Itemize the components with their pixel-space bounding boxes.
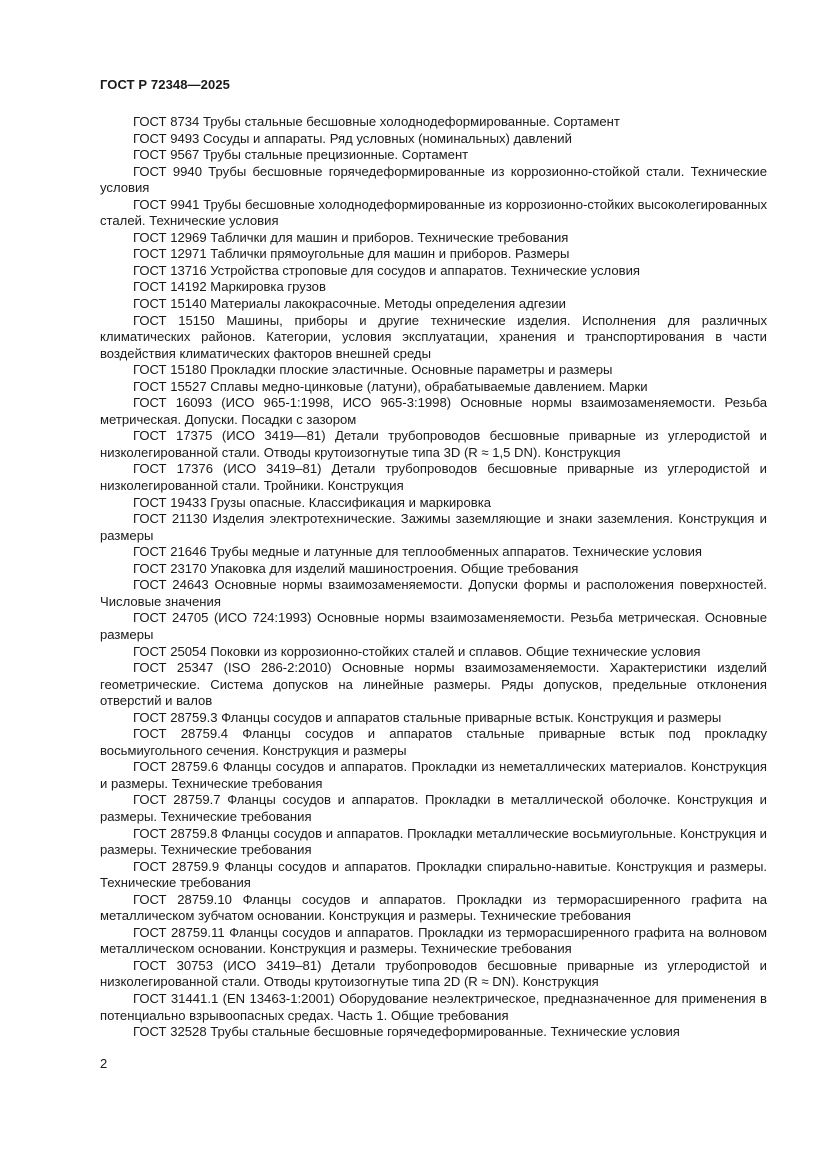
reference-entry: ГОСТ 17375 (ИСО 3419—81) Детали трубопроводов бесшовные приварные из углеродистой и низколегированной стали. Отводы крутоизогнутые типа 3D (R ≈ 1,5 DN). Конструкция xyxy=(100,428,767,460)
reference-entry: ГОСТ 31441.1 (EN 13463-1:2001) Оборудование неэлектрическое, предназначенное для применения в потенциально взрывоопасных средах. Часть 1. Общие требования xyxy=(100,990,767,1023)
normative-references-list xyxy=(100,114,767,1041)
reference-entry: ГОСТ 28759.7 Фланцы сосудов и аппаратов. Прокладки в металлической оболочке. Конструкция и размеры. Технические требования xyxy=(100,792,767,824)
reference-entry: ГОСТ 15527 Сплавы медно-цинковые (латуни), обрабатываемые давлением. Марки xyxy=(133,378,648,394)
reference-entry: ГОСТ 15140 Материалы лакокрасочные. Методы определения адгезии xyxy=(133,296,566,312)
reference-entry: ГОСТ 28759.10 Фланцы сосудов и аппаратов. Прокладки из терморасширенного графита на металлическом зубчатом основании. Конструкция и размеры. Технические требования xyxy=(100,891,767,924)
reference-entry: ГОСТ 28759.3 Фланцы сосудов и аппаратов стальные приварные встык. Конструкция и размеры xyxy=(133,709,722,725)
reference-entry: ГОСТ 24705 (ИСО 724:1993) Основные нормы взаимозаменяемости. Резьба метрическая. Основные размеры xyxy=(100,610,767,642)
reference-entry: ГОСТ 28759.4 Фланцы сосудов и аппаратов стальные приварные встык под прокладку восьмиугольного сечения. Конструкция и размеры xyxy=(100,726,767,758)
reference-entry: ГОСТ 24643 Основные нормы взаимозаменяемости. Допуски формы и расположения поверхностей. Числовые значения xyxy=(100,577,767,609)
page-number: 2 xyxy=(100,1056,108,1071)
reference-entry: ГОСТ 12971 Таблички прямоугольные для машин и приборов. Размеры xyxy=(133,246,570,262)
reference-entry: ГОСТ 23170 Упаковка для изделий машиностроения. Общие требования xyxy=(133,560,579,576)
document-header-title: ГОСТ Р 72348—2025 xyxy=(100,77,230,92)
reference-entry: ГОСТ 28759.8 Фланцы сосудов и аппаратов. Прокладки металлические восьмиугольные. Конструкция и размеры. Технические требования xyxy=(100,825,767,858)
reference-entry: ГОСТ 13716 Устройства строповые для сосудов и аппаратов. Технические условия xyxy=(133,262,640,278)
reference-entry: ГОСТ 15150 Машины, приборы и другие технические изделия. Исполнения для различных климатических районов. Категории, условия эксплуатации, хранения и транспортирования в части воздействия климатических факторов внешней среды xyxy=(100,312,767,361)
reference-entry: ГОСТ 21646 Трубы медные и латунные для теплообменных аппаратов. Технические условия xyxy=(133,544,703,560)
reference-entry: ГОСТ 28759.11 Фланцы сосудов и аппаратов. Прокладки из терморасширенного графита на волновом металлическом основании. Конструкция и размеры. Технические требования xyxy=(100,924,767,957)
reference-entry: ГОСТ 28759.9 Фланцы сосудов и аппаратов. Прокладки спирально-навитые. Конструкция и размеры. Технические требования xyxy=(100,858,767,891)
reference-entry: ГОСТ 15180 Прокладки плоские эластичные. Основные параметры и размеры xyxy=(133,362,613,378)
reference-entry: ГОСТ 12969 Таблички для машин и приборов. Технические требования xyxy=(133,229,569,245)
reference-entry: ГОСТ 9567 Трубы стальные прецизионные. Сортамент xyxy=(133,147,469,163)
reference-entry: ГОСТ 17376 (ИСО 3419–81) Детали трубопроводов бесшовные приварные из углеродистой и низколегированной стали. Тройники. Конструкция xyxy=(100,461,767,494)
reference-entry: ГОСТ 32528 Трубы стальные бесшовные горячедеформированные. Технические условия xyxy=(133,1024,680,1040)
reference-entry: ГОСТ 16093 (ИСО 965-1:1998, ИСО 965-3:1998) Основные нормы взаимозаменяемости. Резьба метрическая. Допуски. Посадки с зазором xyxy=(100,395,767,427)
reference-entry: ГОСТ 25347 (ISO 286-2:2010) Основные нормы взаимозаменяемости. Характеристики изделий геометрические. Система допусков на линейные размеры. Ряды допусков, предельные отклонения отверстий и валов xyxy=(100,660,767,709)
reference-entry: ГОСТ 9940 Трубы бесшовные горячедеформированные из коррозионно-стойкой стали. Технические условия xyxy=(100,163,767,196)
reference-entry: ГОСТ 19433 Грузы опасные. Классификация и маркировка xyxy=(133,494,491,510)
reference-entry: ГОСТ 9493 Сосуды и аппараты. Ряд условных (номинальных) давлений xyxy=(133,130,572,146)
reference-entry: ГОСТ 30753 (ИСО 3419–81) Детали трубопроводов бесшовные приварные из углеродистой и низколегированной стали. Отводы крутоизогнутые типа 2D (R ≈ DN). Конструкция xyxy=(100,957,767,990)
reference-entry: ГОСТ 8734 Трубы стальные бесшовные холоднодеформированные. Сортамент xyxy=(133,114,620,129)
reference-entry: ГОСТ 21130 Изделия электротехнические. Зажимы заземляющие и знаки заземления. Конструкция и размеры xyxy=(100,511,767,543)
reference-entry: ГОСТ 25054 Поковки из коррозионно-стойких сталей и сплавов. Общие технические условия xyxy=(133,643,701,659)
reference-entry: ГОСТ 28759.6 Фланцы сосудов и аппаратов. Прокладки из неметаллических материалов. Конструкция и размеры. Технические требования xyxy=(100,759,767,791)
reference-entry: ГОСТ 14192 Маркировка грузов xyxy=(133,279,326,295)
reference-entry: ГОСТ 9941 Трубы бесшовные холоднодеформированные из коррозионно-стойких высоколегированных сталей. Технические условия xyxy=(100,196,767,229)
